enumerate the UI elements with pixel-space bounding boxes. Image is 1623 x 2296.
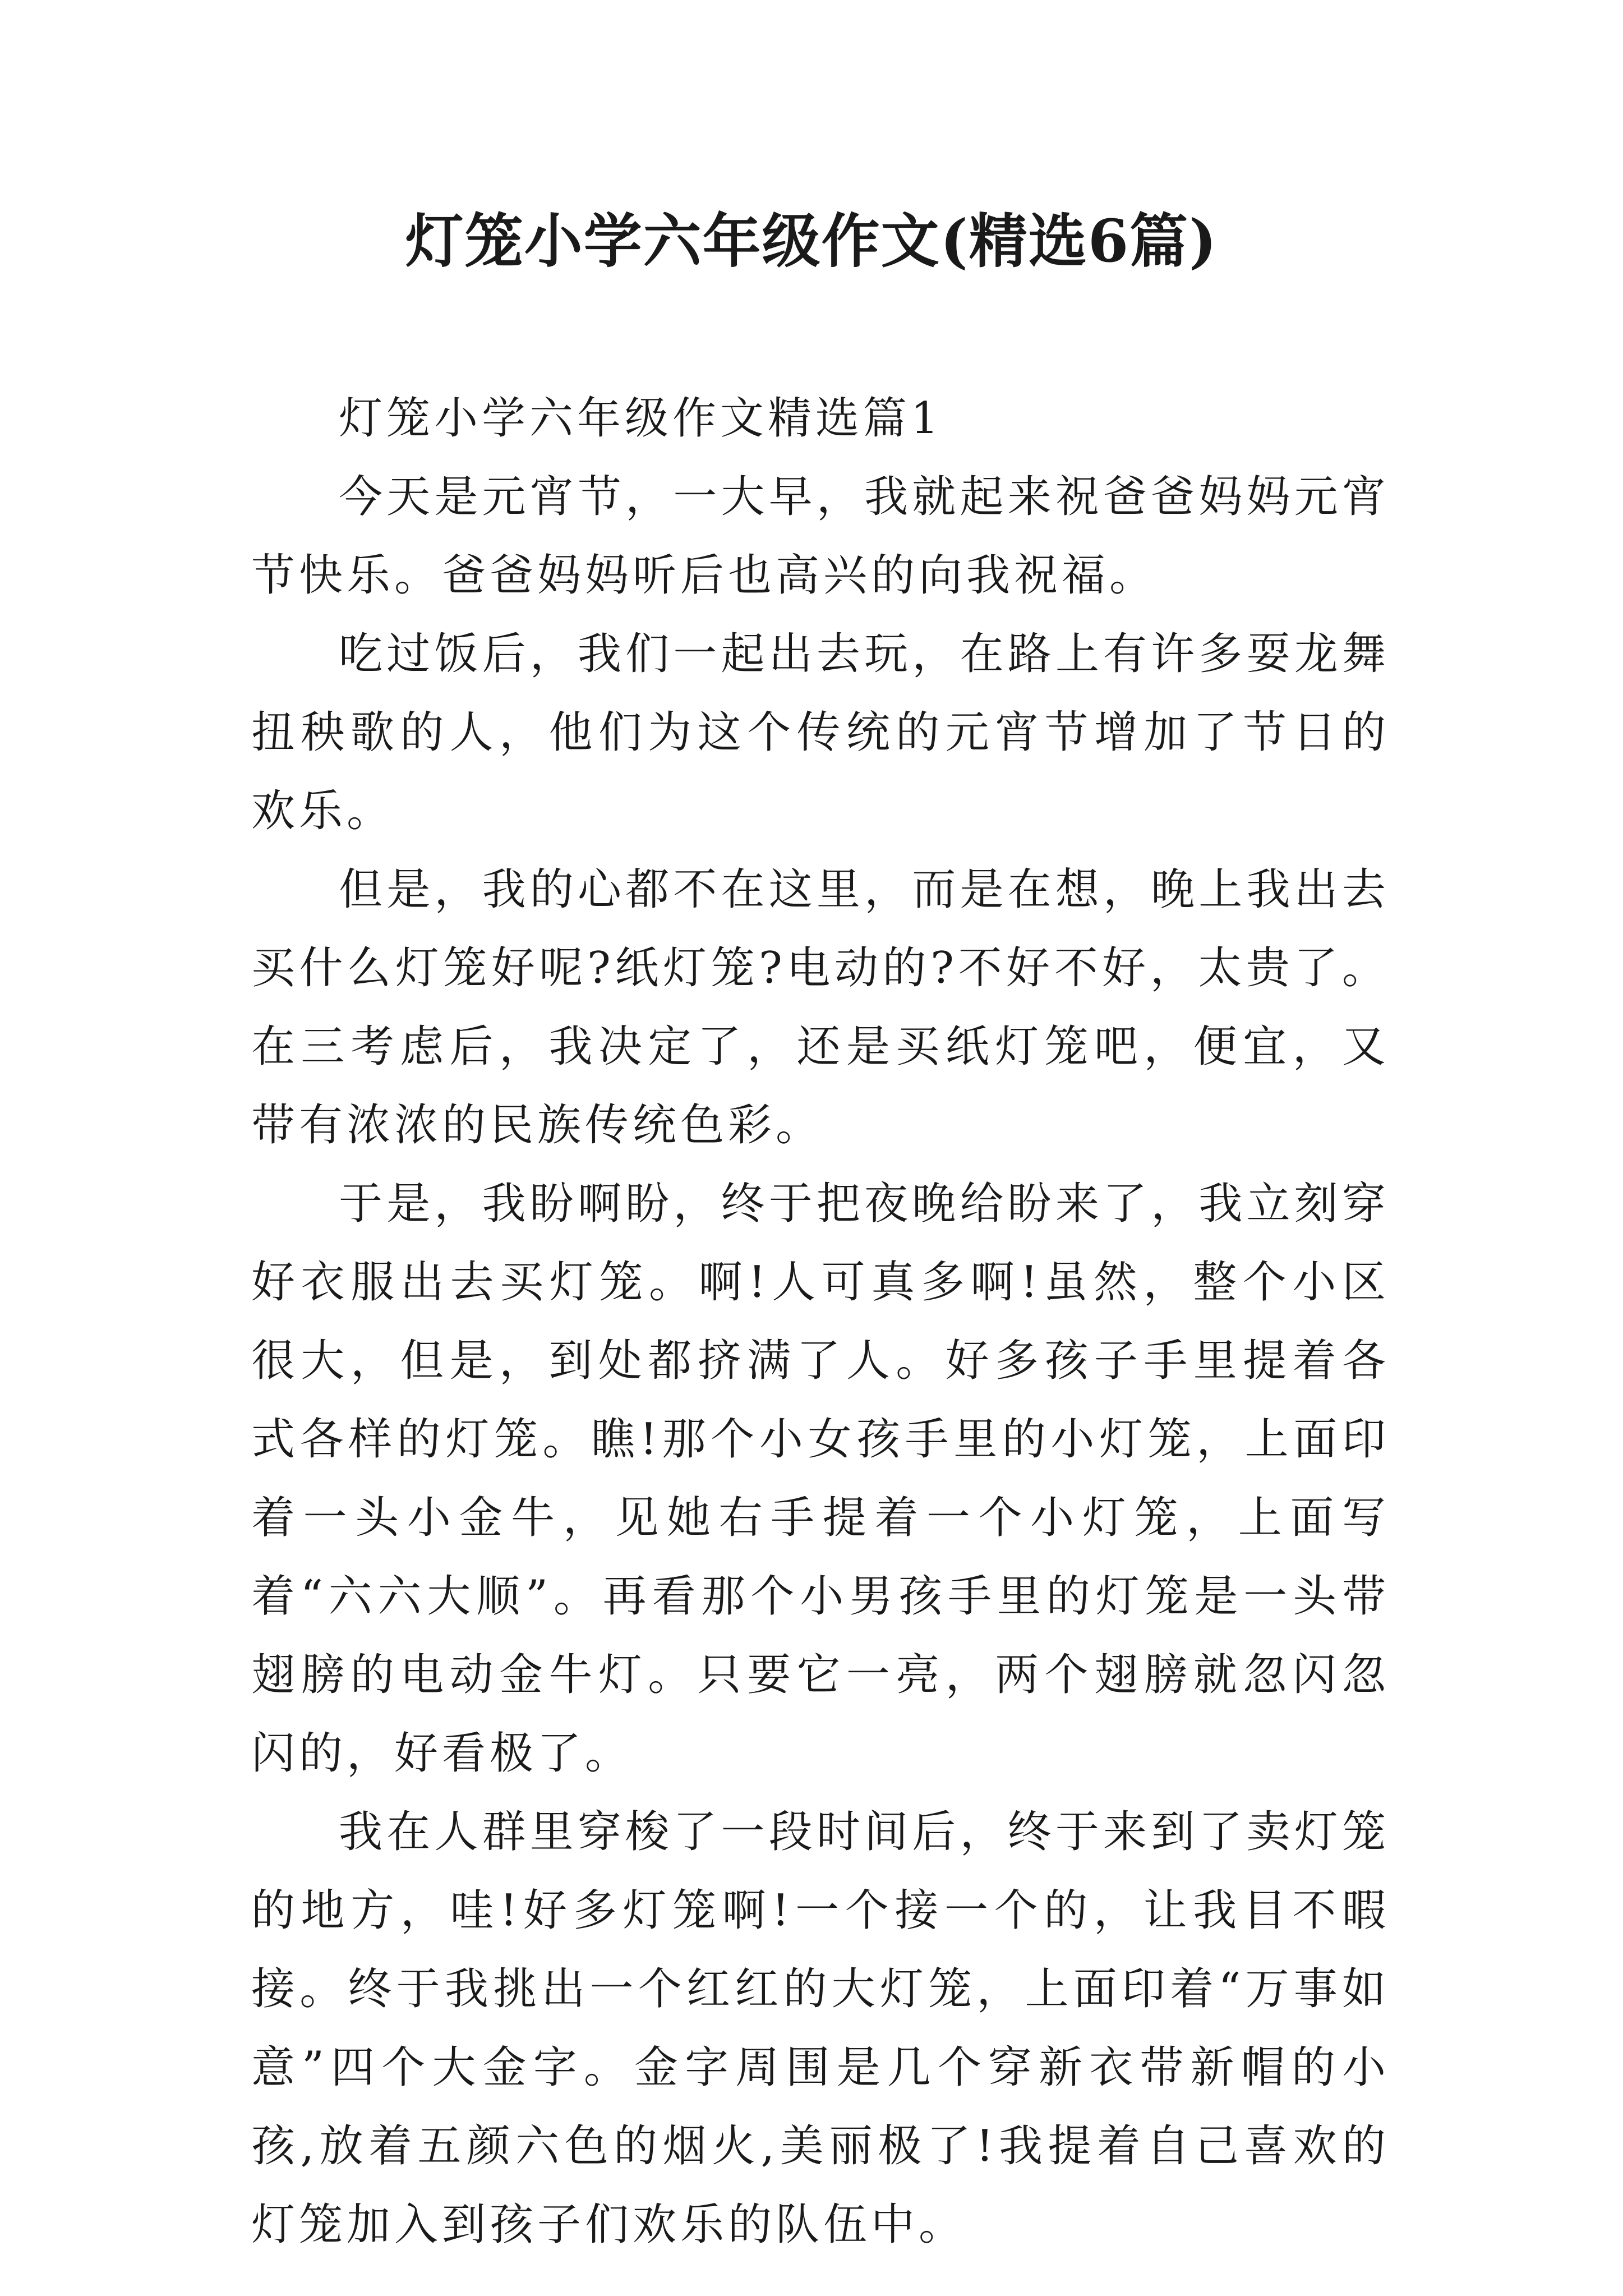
paragraph-2: 吃过饭后，我们一起出去玩，在路上有许多耍龙舞扭秧歌的人，他们为这个传统的元宵节增加了节日的欢乐。 <box>251 629 1390 836</box>
paragraph-4: 于是，我盼啊盼，终于把夜晚给盼来了，我立刻穿好衣服出去买灯笼。啊!人可真多啊!虽然，整个小区很大，但是，到处都挤满了人。好多孩子手里提着各式各样的灯笼。瞧!那个小女孩手里的小灯笼，上面印着一头小金牛，见她右手提着一个小灯笼，上面写着“六六大顺”。再看那个小男孩手里的灯笼是一头带翅膀的电动金牛灯。只要它一亮，两个翅膀就忽闪忽闪的，好看极了。 <box>251 1179 1390 1779</box>
document-body <box>251 379 1390 2264</box>
section-heading: 灯笼小学六年级作文精选篇1 <box>339 393 943 444</box>
paragraph-1: 今天是元宵节，一大早，我就起来祝爸爸妈妈元宵节快乐。爸爸妈妈听后也高兴的向我祝福。 <box>251 472 1390 601</box>
document-title: 灯笼小学六年级作文(精选6篇) <box>405 206 1218 275</box>
paragraph-5: 我在人群里穿梭了一段时间后，终于来到了卖灯笼的地方，哇!好多灯笼啊!一个接一个的，让我目不暇接。终于我挑出一个红红的大灯笼，上面印着“万事如意”四个大金字。金字周围是几个穿新衣带新帽的小孩,放着五颜六色的烟火,美丽极了!我提着自己喜欢的灯笼加入到孩子们欢乐的队伍中。 <box>251 1807 1390 2250</box>
paragraph-3: 但是，我的心都不在这里，而是在想，晚上我出去买什么灯笼好呢?纸灯笼?电动的?不好不好，太贵了。在三考虑后，我决定了，还是买纸灯笼吧，便宜，又带有浓浓的民族传统色彩。 <box>251 864 1390 1151</box>
